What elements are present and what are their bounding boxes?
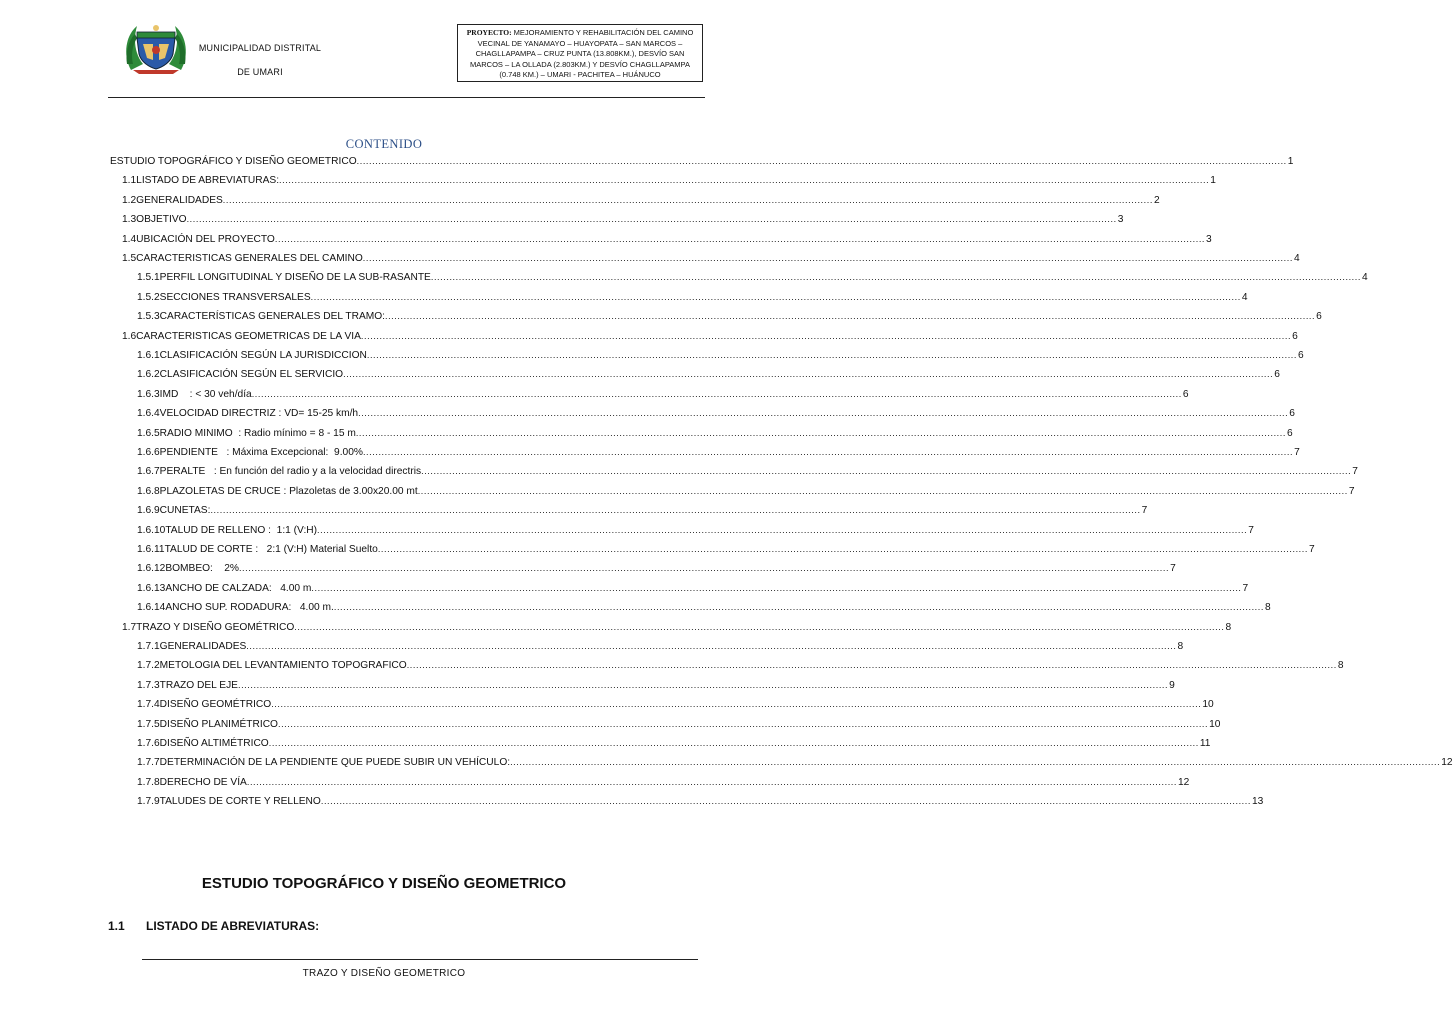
toc-entry-text: DISEÑO ALTIMÉTRICO: [159, 738, 269, 749]
toc-entry-text: CARACTERISTICAS GEOMETRICAS DE LA VIA: [136, 331, 361, 342]
toc-entry-number: 1.5.2: [137, 292, 160, 303]
toc-entry-page: 4: [1362, 272, 1368, 283]
toc-entry-number: 1.6.10: [137, 525, 166, 536]
toc-entry-number: 1.6.4: [137, 408, 160, 419]
toc-entry[interactable]: [137, 368, 1280, 381]
toc-entry[interactable]: [137, 776, 1190, 789]
toc-entry-leader-dots: ............................................................................................................................................................................................................................................................................................................: [360, 331, 1292, 341]
toc-entry-text: IMD : < 30 veh/día: [159, 389, 252, 400]
toc-entry-leader-dots: ............................................................................................................................................................................................................................................................................................................: [311, 583, 1242, 593]
toc-entry-page: 6: [1274, 369, 1280, 380]
subsection-heading: [108, 919, 319, 933]
toc-entry[interactable]: [137, 524, 1254, 537]
toc-entry-leader-dots: ............................................................................................................................................................................................................................................................................................................: [271, 699, 1202, 709]
toc-entry-text: PENDIENTE : Máxima Excepcional: 9.00%: [159, 447, 363, 458]
toc-entry-page: 4: [1241, 292, 1248, 303]
toc-entry[interactable]: [137, 427, 1293, 440]
toc-entry-number: 1.6.1: [137, 350, 160, 361]
toc-entry-leader-dots: ............................................................................................................................................................................................................................................................................................................: [366, 350, 1298, 360]
toc-entry-text: VELOCIDAD DIRECTRIZ : VD= 15-25 km/h: [159, 408, 359, 419]
toc-entry[interactable]: [137, 465, 1358, 478]
toc-entry[interactable]: [122, 621, 1232, 634]
toc-entry-leader-dots: ............................................................................................................................................................................................................................................................................................................: [417, 486, 1348, 496]
toc-entry[interactable]: [137, 756, 1453, 769]
toc-entry[interactable]: [137, 446, 1300, 459]
toc-entry[interactable]: [137, 543, 1315, 556]
toc-entry-leader-dots: ............................................................................................................................................................................................................................................................................................................: [210, 505, 1141, 515]
toc-entry-text: TALUD DE CORTE : 2:1 (V:H) Material Suelto: [164, 544, 378, 555]
toc-entry-text: CARACTERÍSTICAS GENERALES DEL TRAMO:: [159, 311, 385, 322]
toc-entry-page: 7: [1294, 447, 1300, 458]
toc-entry-text: RADIO MINIMO : Radio mínimo = 8 - 15 m: [159, 428, 356, 439]
toc-entry-text: METOLOGIA DEL LEVANTAMIENTO TOPOGRAFICO: [159, 660, 407, 671]
toc-entry-page: 3: [1206, 234, 1212, 245]
toc-entry-number: 1.7.3: [137, 680, 160, 691]
toc-entry[interactable]: [137, 659, 1344, 672]
toc-entry-page: 8: [1265, 602, 1271, 613]
toc-entry-leader-dots: ............................................................................................................................................................................................................................................................................................................: [251, 389, 1182, 399]
toc-entry-leader-dots: ............................................................................................................................................................................................................................................................................................................: [362, 447, 1294, 457]
toc-entry-page: 7: [1348, 486, 1355, 497]
toc-entry-number: 1.6.6: [137, 447, 160, 458]
toc-entry[interactable]: [122, 174, 1216, 187]
section-title: ESTUDIO TOPOGRÁFICO Y DISEÑO GEOMETRICO: [201, 875, 567, 892]
toc-entry[interactable]: [137, 601, 1271, 614]
toc-entry-text: ANCHO DE CALZADA: 4.00 m: [165, 583, 312, 594]
toc-entry[interactable]: [137, 737, 1211, 750]
toc-entry-page: 13: [1252, 796, 1264, 807]
toc-entry-text: TALUD DE RELLENO : 1:1 (V:H): [165, 525, 318, 536]
toc-entry-number: 1.6.12: [137, 563, 166, 574]
toc-entry-leader-dots: ............................................................................................................................................................................................................................................................................................................: [246, 641, 1177, 651]
toc-entry-text: CARACTERISTICAS GENERALES DEL CAMINO: [136, 253, 363, 264]
toc-entry-text: CLASIFICACIÓN SEGÚN LA JURISDICCION: [159, 350, 367, 361]
subsection-number: 1.1: [108, 919, 125, 933]
toc-entry[interactable]: [122, 252, 1300, 265]
toc-entry-leader-dots: ............................................................................................................................................................................................................................................................................................................: [222, 195, 1153, 205]
toc-entry[interactable]: [137, 407, 1295, 420]
toc-entry-leader-dots: ............................................................................................................................................................................................................................................................................................................: [377, 544, 1308, 554]
toc-entry-text: DISEÑO PLANIMÉTRICO: [159, 719, 278, 730]
toc-entry-leader-dots: ............................................................................................................................................................................................................................................................................................................: [237, 680, 1169, 690]
toc-entry-text: TRAZO DEL EJE: [159, 680, 238, 691]
toc-entry-text: DERECHO DE VÍA: [159, 777, 247, 788]
toc-entry-leader-dots: ............................................................................................................................................................................................................................................................................................................: [238, 563, 1170, 573]
toc-entry-text: SECCIONES TRANSVERSALES: [159, 292, 311, 303]
toc-entry-number: 1.2: [122, 195, 137, 206]
toc-entry-page: 7: [1141, 505, 1148, 516]
toc-entry-text: PERFIL LONGITUDINAL Y DISEÑO DE LA SUB-RASANTE: [159, 272, 431, 283]
toc-entry-text: PERALTE : En función del radio y a la velocidad directris: [159, 466, 422, 477]
toc-entry-number: 1.7.1: [137, 641, 160, 652]
toc-entry-number: 1.6.8: [137, 486, 160, 497]
municipality-name-line2: DE UMARI: [237, 67, 283, 77]
toc-entry-page: 6: [1286, 428, 1293, 439]
toc-entry-page: 6: [1316, 311, 1322, 322]
toc-entry-page: 7: [1308, 544, 1315, 555]
footer-divider: [142, 959, 698, 960]
toc-entry[interactable]: [137, 582, 1249, 595]
toc-entry-number: 1.6.7: [137, 466, 160, 477]
toc-entry-text: CLASIFICACIÓN SEGÚN EL SERVICIO: [159, 369, 344, 380]
toc-entry-number: 1.7.8: [137, 777, 160, 788]
header-divider: [108, 97, 705, 98]
toc-entry[interactable]: [137, 291, 1248, 304]
toc-entry-text: OBJETIVO: [136, 214, 187, 225]
toc-entry-number: 1.7.5: [137, 719, 160, 730]
toc-entry-page: 6: [1182, 389, 1189, 400]
toc-entry-number: 1.4: [122, 234, 137, 245]
toc-entry-page: 1: [1287, 156, 1294, 167]
toc-entry-leader-dots: ............................................................................................................................................................................................................................................................................................................: [384, 311, 1316, 321]
toc-entry-page: 6: [1292, 331, 1298, 342]
toc-entry-number: 1.7.7: [137, 757, 160, 768]
toc-title: CONTENIDO: [345, 137, 423, 151]
toc-entry[interactable]: [137, 485, 1355, 498]
toc-entry-leader-dots: ............................................................................................................................................................................................................................................................................................................: [510, 757, 1441, 767]
toc-entry-page: 11: [1199, 738, 1211, 749]
toc-entry[interactable]: [137, 310, 1322, 323]
toc-entry-number: 1.7.4: [137, 699, 160, 710]
toc-entry-number: 1.6.9: [137, 505, 160, 516]
toc-entry-number: 1.6: [122, 331, 137, 342]
toc-entry-page: 7: [1242, 583, 1249, 594]
toc-entry-number: 1.6.3: [137, 389, 160, 400]
project-description: MEJORAMIENTO Y REHABILITACIÓN DEL CAMINO VECINAL DE YANAMAYO – HUAYOPATA – SAN MARCOS – CHAGLLAPAMPA – CRUZ PUNTA (13.808KM.), DESVÍO SAN MARCOS – LA OLLADA (2.803KM.) Y DESVÍO CHAGLLAPAMPA (0.748 KM.) – UMARI - PACHITEA – HUÁNUCO: [470, 28, 694, 79]
toc-entry-text: BOMBEO: 2%: [165, 563, 239, 574]
project-title-box: [457, 24, 703, 82]
toc-entry-text: ANCHO SUP. RODADURA: 4.00 m.: [165, 602, 334, 613]
toc-entry-leader-dots: ............................................................................................................................................................................................................................................................................................................: [310, 292, 1241, 302]
toc-entry-number: 1.5: [122, 253, 137, 264]
toc-entry-leader-dots: ............................................................................................................................................................................................................................................................................................................: [317, 525, 1248, 535]
footer-text: TRAZO Y DISEÑO GEOMETRICO: [302, 968, 466, 979]
toc-entry-leader-dots: ............................................................................................................................................................................................................................................................................................................: [355, 428, 1286, 438]
toc-entry-page: 10: [1209, 719, 1221, 730]
toc-entry-number: 1.5.3: [137, 311, 160, 322]
toc-entry-page: 2: [1153, 195, 1160, 206]
toc-entry-page: 7: [1352, 466, 1358, 477]
toc-entry[interactable]: [137, 795, 1264, 808]
toc-entry[interactable]: [110, 155, 1294, 168]
toc-entry-leader-dots: ............................................................................................................................................................................................................................................................................................................: [246, 777, 1178, 787]
toc-entry[interactable]: [122, 330, 1298, 343]
toc-entry-page: 12: [1441, 757, 1453, 768]
toc-entry-leader-dots: ............................................................................................................................................................................................................................................................................................................: [356, 156, 1287, 166]
toc-entry-leader-dots: ............................................................................................................................................................................................................................................................................................................: [358, 408, 1289, 418]
toc-entry-number: 1.7.6: [137, 738, 160, 749]
toc-entry-page: 6: [1298, 350, 1304, 361]
toc-entry-text: TRAZO Y DISEÑO GEOMÉTRICO: [136, 622, 295, 633]
toc-entry-page: 9: [1169, 680, 1175, 691]
toc-entry-leader-dots: ............................................................................................................................................................................................................................................................................................................: [268, 738, 1199, 748]
toc-entry-text: UBICACIÓN DEL PROYECTO: [136, 234, 275, 245]
toc-entry-number: 1.5.1: [137, 272, 160, 283]
toc-entry-page: 10: [1202, 699, 1214, 710]
toc-entry[interactable]: [122, 213, 1124, 226]
toc-entry-number: 1.1: [122, 175, 137, 186]
toc-entry-leader-dots: ............................................................................................................................................................................................................................................................................................................: [279, 175, 1210, 185]
toc-entry[interactable]: [137, 349, 1304, 362]
toc-entry-number: 1.7.9: [137, 796, 160, 807]
project-label: PROYECTO:: [466, 28, 512, 37]
toc-entry-page: 1: [1210, 175, 1216, 186]
toc-entry-page: 4: [1293, 253, 1300, 264]
toc-entry-leader-dots: ............................................................................................................................................................................................................................................................................................................: [406, 660, 1337, 670]
toc-entry[interactable]: [137, 698, 1214, 711]
toc-entry-leader-dots: ............................................................................................................................................................................................................................................................................................................: [430, 272, 1361, 282]
toc-entry[interactable]: [137, 504, 1148, 517]
toc-entry[interactable]: [137, 718, 1221, 731]
toc-entry[interactable]: [122, 233, 1212, 246]
toc-entry[interactable]: [137, 388, 1189, 401]
toc-entry-number: 1.6.11: [137, 544, 165, 555]
toc-entry[interactable]: [137, 562, 1176, 575]
toc-entry-page: 7: [1170, 563, 1176, 574]
toc-entry-leader-dots: ............................................................................................................................................................................................................................................................................................................: [320, 796, 1251, 806]
toc-entry-page: 7: [1248, 525, 1254, 536]
toc-entry-text: ESTUDIO TOPOGRÁFICO Y DISEÑO GEOMETRICO: [110, 156, 357, 167]
toc-entry-page: 8: [1225, 622, 1232, 633]
toc-entry-text: GENERALIDADES: [159, 641, 247, 652]
toc-entry-number: 1.7: [122, 622, 137, 633]
toc-entry[interactable]: [137, 679, 1175, 692]
toc-entry-leader-dots: ............................................................................................................................................................................................................................................................................................................: [421, 466, 1352, 476]
toc-entry-text: DISEÑO GEOMÉTRICO: [159, 699, 272, 710]
toc-entry-text: PLAZOLETAS DE CRUCE : Plazoletas de 3.00x20.00 mt: [159, 486, 418, 497]
toc-entry-page: 3: [1117, 214, 1124, 225]
toc-entry-text: GENERALIDADES: [136, 195, 223, 206]
toc-entry[interactable]: [137, 271, 1368, 284]
toc-entry-page: 12: [1178, 777, 1190, 788]
toc-entry-leader-dots: ............................................................................................................................................................................................................................................................................................................: [362, 253, 1293, 263]
toc-entry-leader-dots: ............................................................................................................................................................................................................................................................................................................: [186, 214, 1117, 224]
subsection-title: LISTADO DE ABREVIATURAS:: [146, 919, 320, 933]
toc-entry[interactable]: [122, 194, 1160, 207]
toc-entry-page: 8: [1337, 660, 1344, 671]
toc-entry-leader-dots: ............................................................................................................................................................................................................................................................................................................: [343, 369, 1274, 379]
toc-entry[interactable]: [137, 640, 1184, 653]
toc-entry-leader-dots: ............................................................................................................................................................................................................................................................................................................: [294, 622, 1225, 632]
toc-entry-number: 1.6.2: [137, 369, 160, 380]
toc-entry-number: 1.6.14: [137, 602, 166, 613]
toc-entry-text: DETERMINACIÓN DE LA PENDIENTE QUE PUEDE SUBIR UN VEHÍCULO:: [159, 757, 511, 768]
toc-entry-number: 1.7.2: [137, 660, 160, 671]
toc-entry-page: 6: [1289, 408, 1295, 419]
toc-entry-leader-dots: ............................................................................................................................................................................................................................................................................................................: [277, 719, 1209, 729]
toc-entry-leader-dots: ............................................................................................................................................................................................................................................................................................................: [274, 234, 1206, 244]
toc-entry-text: TALUDES DE CORTE Y RELLENO: [159, 796, 321, 807]
toc-entry-page: 8: [1177, 641, 1184, 652]
toc-entry-leader-dots: ............................................................................................................................................................................................................................................................................................................: [333, 602, 1264, 612]
toc-entry-text: LISTADO DE ABREVIATURAS:: [136, 175, 280, 186]
toc-entry-text: CUNETAS:: [159, 505, 211, 516]
toc-entry-number: 1.6.13: [137, 583, 166, 594]
toc-entry-number: 1.3: [122, 214, 137, 225]
municipality-name-line1: MUNICIPALIDAD DISTRITAL: [198, 43, 322, 53]
toc-entry-number: 1.6.5: [137, 428, 160, 439]
